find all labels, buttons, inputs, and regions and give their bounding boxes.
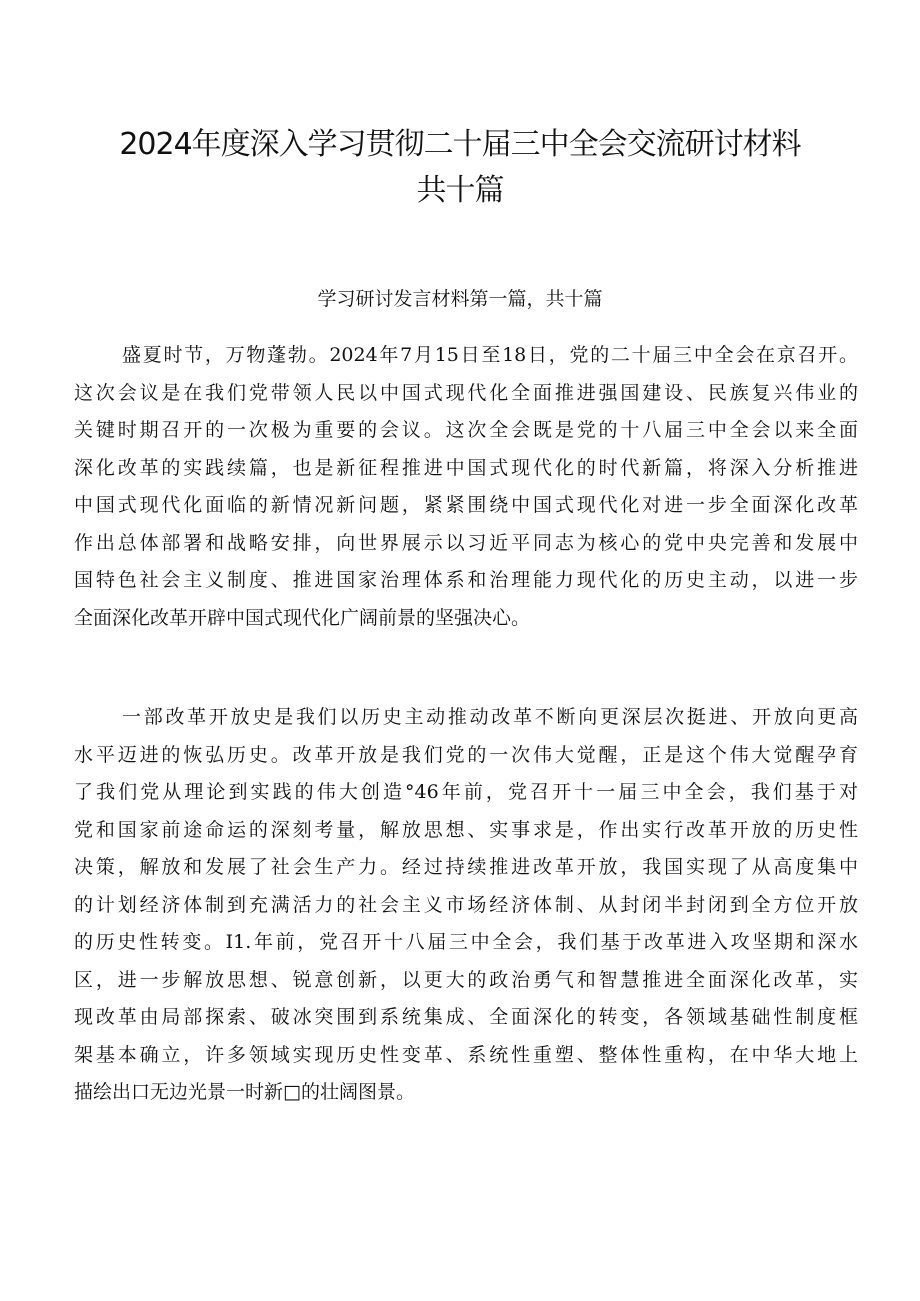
paragraph-line: 区，进一步解放思想、锐意创新，以更大的政治勇气和智慧推进全面深化改革，实 <box>74 968 858 991</box>
paragraph-line: 的计划经济体制到充满活力的社会主义市场经济体制、从封闭半封闭到全方位开放 <box>74 893 858 916</box>
paragraph-line: 党和国家前途命运的深刻考量，解放思想、实事求是，作出实行改革开放的历史性 <box>74 818 858 841</box>
section-heading: 学习研讨发言材料第一篇，共十篇 <box>317 288 603 310</box>
paragraph-line: 全面深化改革开辟中国式现代化广阔前景的坚强决心。 <box>74 606 531 629</box>
paragraph-line: 深化改革的实践续篇，也是新征程推进中国式现代化的时代新篇，将深入分析推进 <box>74 456 858 479</box>
document-title-line1: 2024年度深入学习贯彻二十届三中全会交流研讨材料 <box>119 127 801 162</box>
paragraph-line: 一部改革开放史是我们以历史主动推动改革不断向更深层次挺进、开放向更高 <box>122 706 858 728</box>
paragraph-line: 水平迈进的恢弘历史。改革开放是我们党的一次伟大觉醒，正是这个伟大觉醒孕育 <box>74 743 858 766</box>
paragraph-line: 现改革由局部探索、破冰突围到系统集成、全面深化的转变，各领域基础性制度框 <box>74 1006 858 1028</box>
paragraph-line: 了我们党从理论到实践的伟大创造°46年前，党召开十一届三中全会，我们基于对 <box>74 781 858 803</box>
paragraph-line: 国特色社会主义制度、推进国家治理体系和治理能力现代化的历史主动，以进一步 <box>74 569 858 591</box>
paragraph-line: 决策，解放和发展了社会生产力。经过持续推进改革开放，我国实现了从高度集中 <box>74 856 858 878</box>
paragraph-line: 盛夏时节，万物蓬勃。2024年7月15日至18日，党的二十届三中全会在京召开。 <box>122 344 858 366</box>
paragraph-line: 作出总体部署和战略安排，向世界展示以习近平同志为核心的党中央完善和发展中 <box>74 531 858 554</box>
paragraph-line: 的历史性转变。I1.年前，党召开十八届三中全会，我们基于改革进入攻坚期和深水 <box>74 931 858 953</box>
paragraph-line: 描绘出口无边光景一时新□的壮阔图景。 <box>74 1081 415 1103</box>
document-title-line2: 共十篇 <box>416 173 504 208</box>
paragraph-line: 关键时期召开的一次极为重要的会议。这次全会既是党的十八届三中全会以来全面 <box>74 419 858 441</box>
paragraph-line: 中国式现代化面临的新情况新问题，紧紧围绕中国式现代化对进一步全面深化改革 <box>74 494 858 516</box>
paragraph-1 <box>74 337 858 637</box>
paragraph-line: 架基本确立，许多领域实现历史性变革、系统性重塑、整体性重构，在中华大地上 <box>74 1043 858 1066</box>
paragraph-2 <box>74 699 858 1112</box>
paragraph-line: 这次会议是在我们党带领人民以中国式现代化全面推进强国建设、民族复兴伟业的 <box>74 381 858 404</box>
